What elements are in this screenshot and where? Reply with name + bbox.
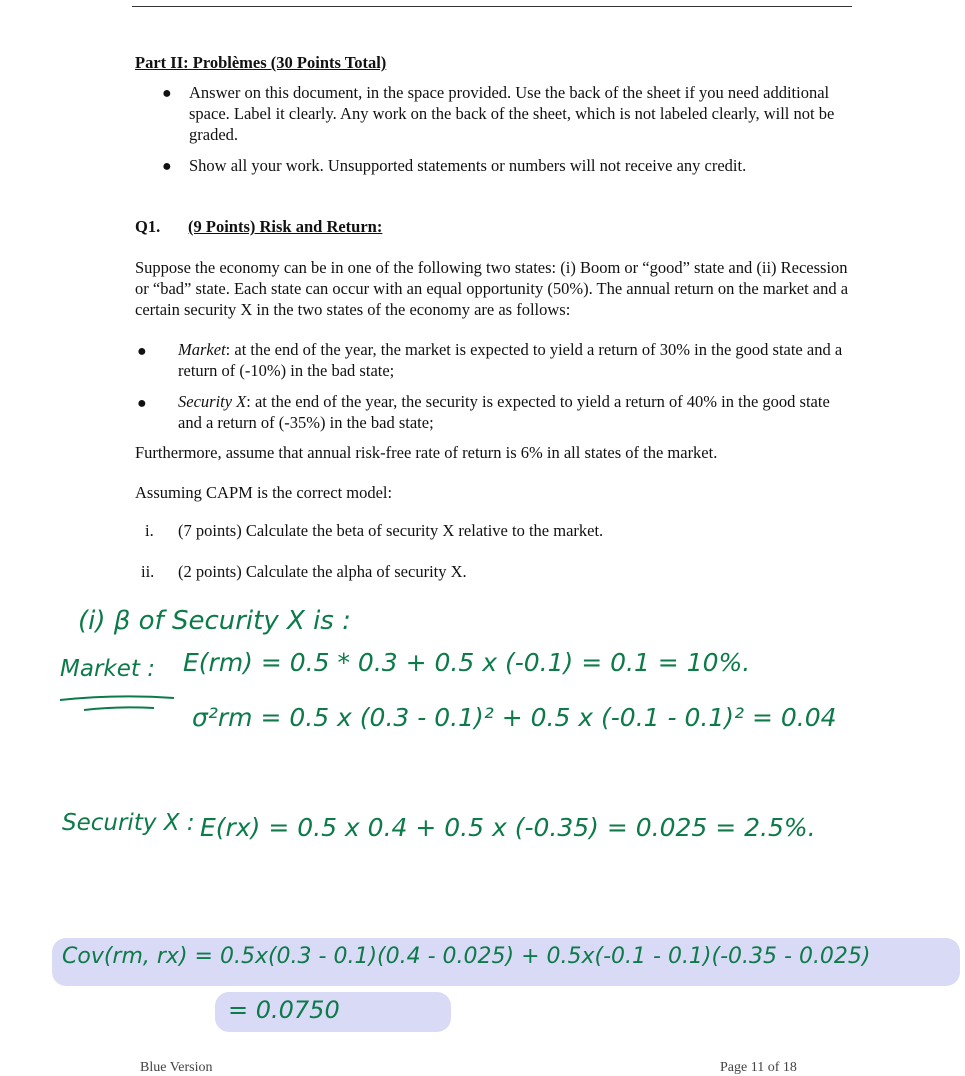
bullet-icon: ● bbox=[162, 85, 172, 102]
hand-underline bbox=[58, 690, 178, 716]
hand-security-expected: E(rx) = 0.5 x 0.4 + 0.5 x (-0.35) = 0.025 = 2.5%. bbox=[200, 813, 816, 842]
bullet-icon: ● bbox=[137, 395, 147, 412]
hand-market-expected: E(rm) = 0.5 * 0.3 + 0.5 x (-0.1) = 0.1 = 10%. bbox=[183, 648, 751, 677]
hand-market-label: Market : bbox=[60, 656, 155, 682]
footer-version: Blue Version bbox=[140, 1060, 213, 1075]
footer-page: Page 11 of 18 bbox=[720, 1060, 797, 1075]
hand-security-label: Security X : bbox=[62, 810, 195, 836]
item-term: Market bbox=[178, 340, 226, 359]
question-title: (9 Points) Risk and Return: bbox=[188, 217, 383, 236]
question-number: Q1. bbox=[135, 217, 161, 236]
part-ii-label: ii. bbox=[141, 562, 155, 581]
item-market bbox=[178, 339, 848, 381]
assuming-text: Assuming CAPM is the correct model: bbox=[135, 483, 393, 502]
hand-covariance-result: = 0.0750 bbox=[228, 996, 340, 1024]
item-term: Security X bbox=[178, 392, 247, 411]
furthermore-text: Furthermore, assume that annual risk-free rate of return is 6% in all states of the market. bbox=[135, 443, 718, 462]
item-text: : at the end of the year, the security is expected to yield a return of 40% in the good state and a return of (-35%) in the bad state; bbox=[178, 392, 830, 432]
bullet-icon: ● bbox=[137, 343, 147, 360]
top-rule bbox=[132, 6, 852, 7]
item-text: : at the end of the year, the market is expected to yield a return of 30% in the good state and a return of (-10%) in the bad state; bbox=[178, 340, 843, 380]
question-intro: Suppose the economy can be in one of the following two states: (i) Boom or “good” state and (ii) Recession or “bad” state. Each state can occur with an equal opportunity (50%). The annual return on the market and a certain security X in the two states of the economy are as follows: bbox=[135, 258, 849, 319]
hand-market-variance: σ²rm = 0.5 x (0.3 - 0.1)² + 0.5 x (-0.1 - 0.1)² = 0.04 bbox=[192, 703, 837, 732]
hand-covariance: Cov(rm, rx) = 0.5x(0.3 - 0.1)(0.4 - 0.025) + 0.5x(-0.1 - 0.1)(-0.35 - 0.025) bbox=[62, 944, 871, 969]
bullet-icon: ● bbox=[162, 158, 172, 175]
hand-heading: (i) β of Security X is : bbox=[78, 606, 351, 636]
instruction-1: Answer on this document, in the space provided. Use the back of the sheet if you need additional space. Label it clearly. Any work on the back of the sheet, which is not labeled clearly, will not be graded. bbox=[189, 83, 835, 144]
item-security bbox=[178, 391, 848, 433]
part-heading: Part II: Problèmes (30 Points Total) bbox=[135, 53, 387, 72]
instruction-2: Show all your work. Unsupported statements or numbers will not receive any credit. bbox=[189, 156, 747, 175]
part-ii-text: (2 points) Calculate the alpha of security X. bbox=[178, 562, 467, 581]
part-i-label: i. bbox=[145, 521, 154, 540]
part-i-text: (7 points) Calculate the beta of security X relative to the market. bbox=[178, 521, 604, 540]
